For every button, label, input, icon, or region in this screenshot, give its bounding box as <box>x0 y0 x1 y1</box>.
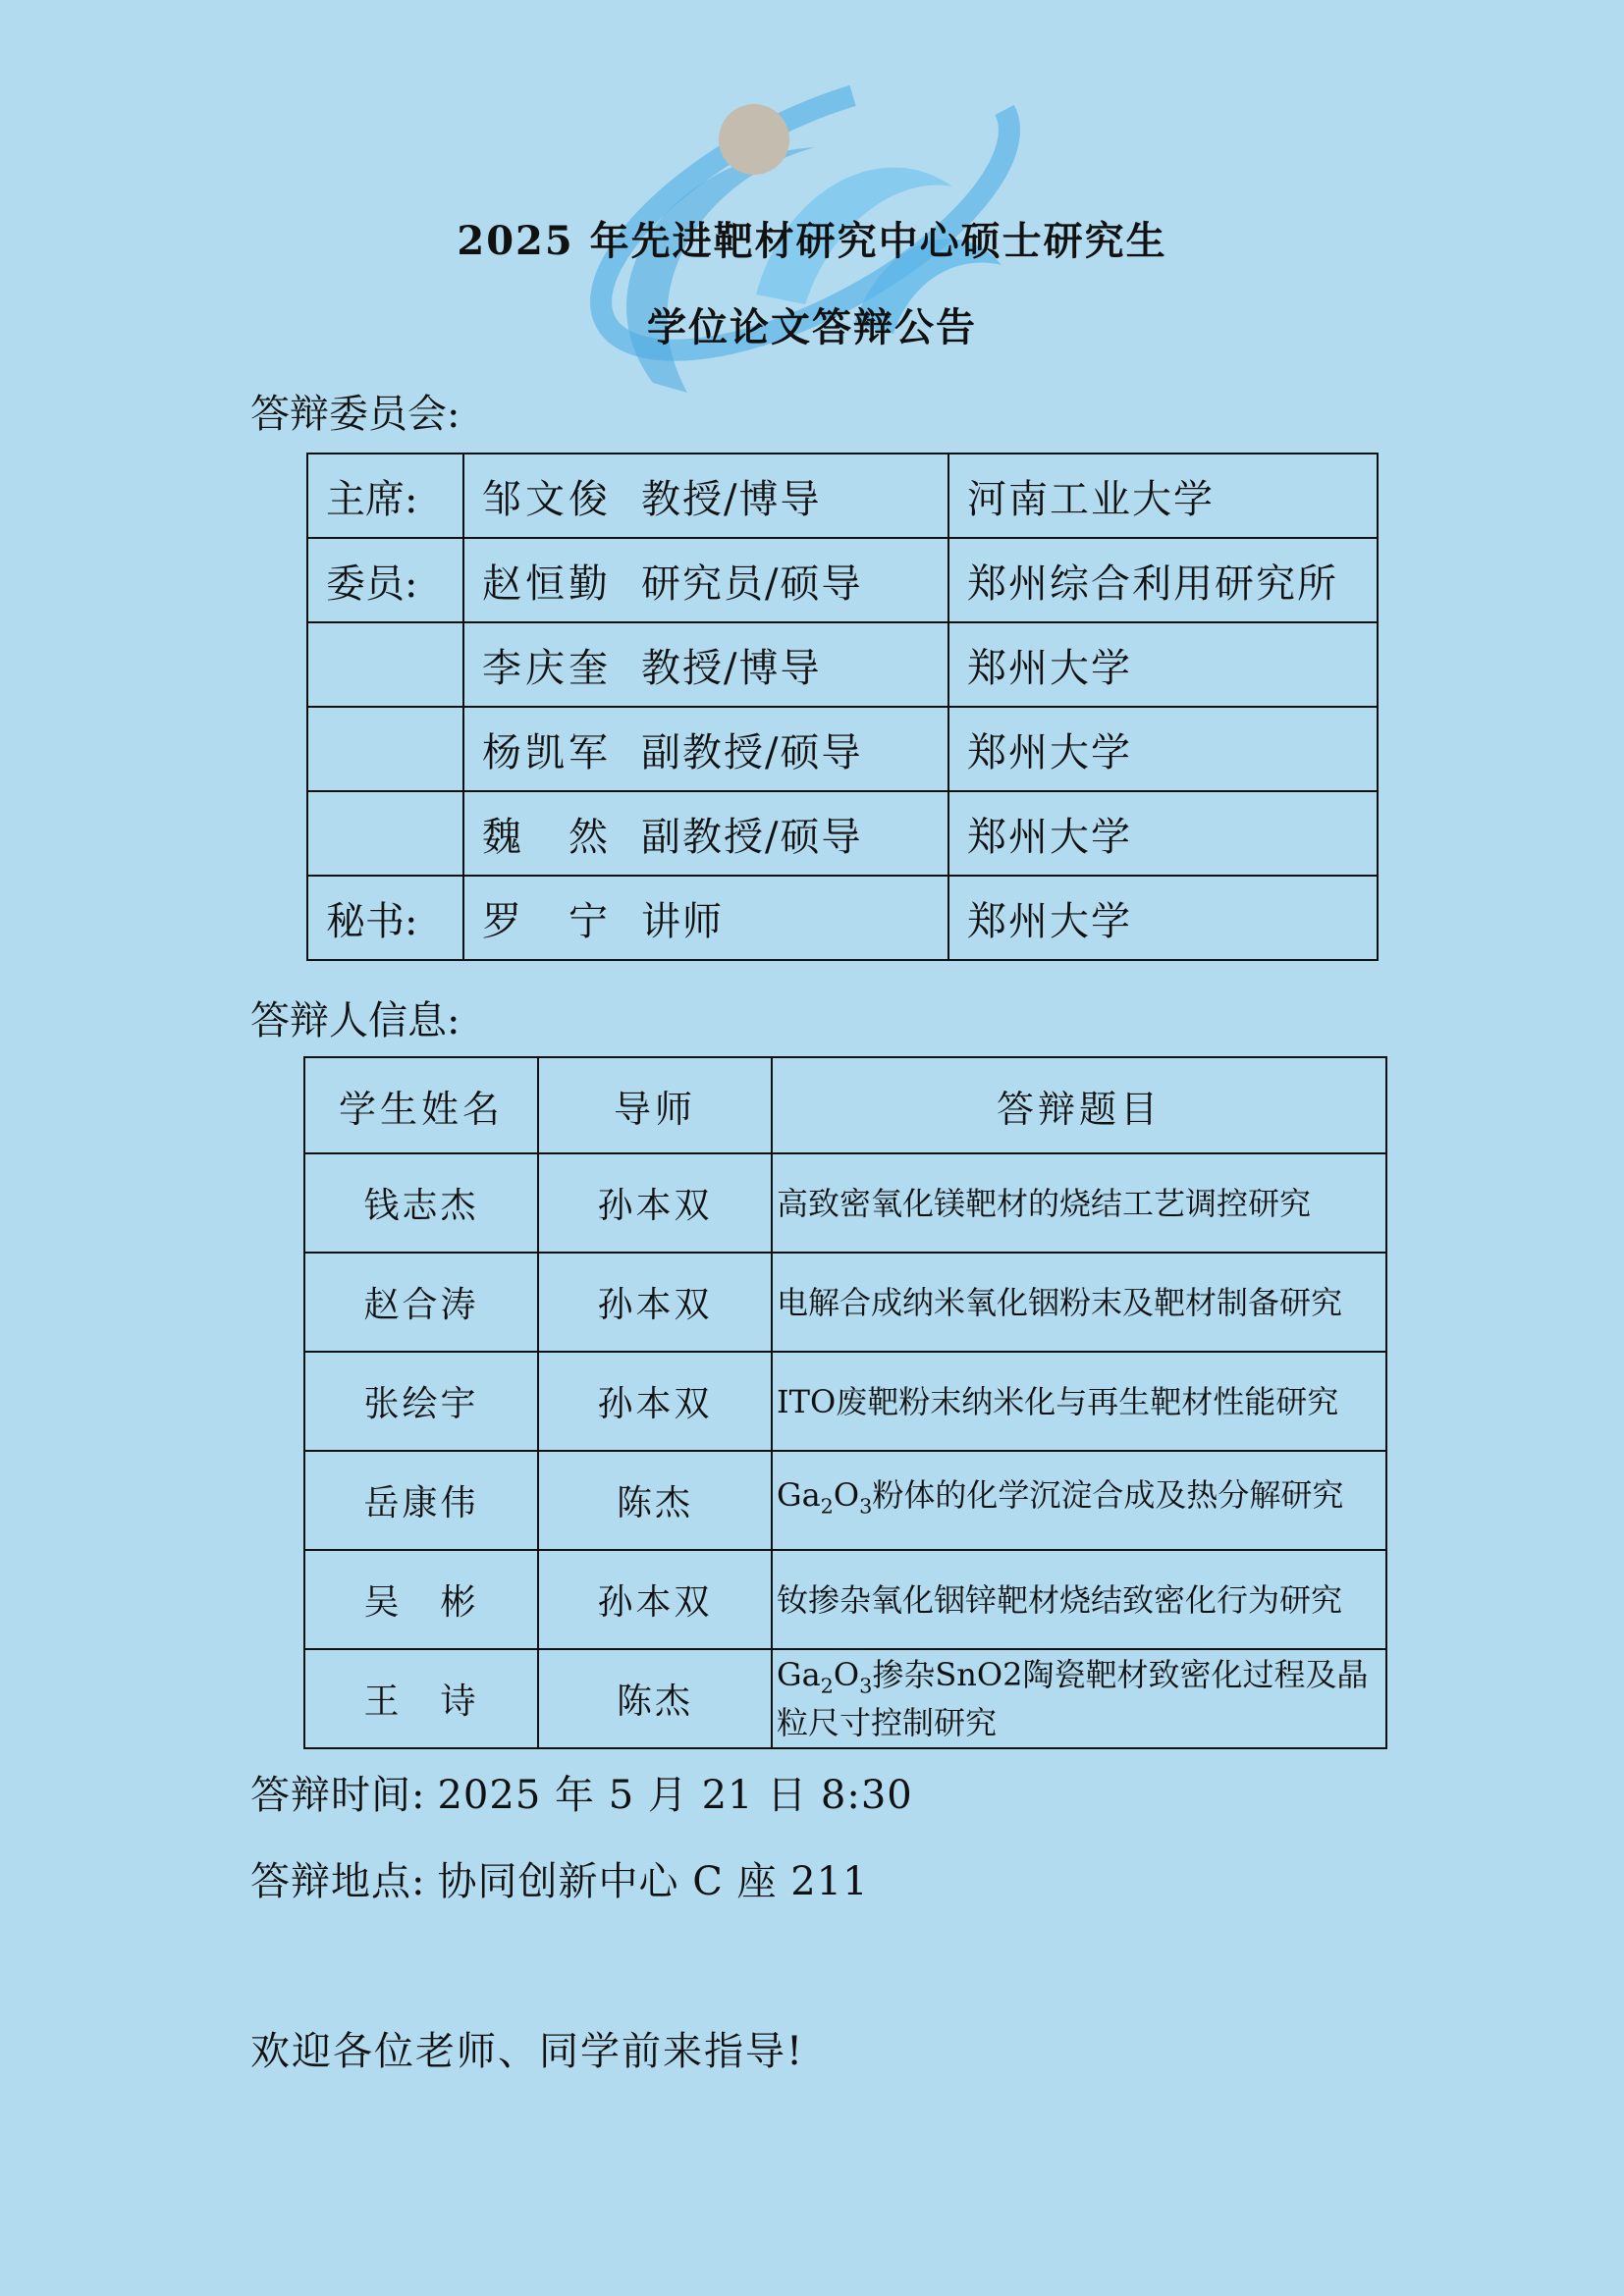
topic-formula-o: O <box>833 1655 860 1693</box>
committee-row <box>307 454 1378 538</box>
committee-person <box>463 791 948 876</box>
committee-row <box>307 622 1378 707</box>
student-name: 岳康伟 <box>304 1451 538 1550</box>
advisor-name: 陈杰 <box>538 1451 772 1550</box>
committee-member-org: 郑州大学 <box>948 707 1378 791</box>
committee-member-title: 教授/博导 <box>641 645 822 691</box>
committee-row <box>307 538 1378 622</box>
committee-role <box>307 707 463 791</box>
welcome-message: 欢迎各位老师、同学前来指导! <box>250 2029 805 2074</box>
student-name: 王 诗 <box>304 1649 538 1748</box>
defense-schedule-table <box>303 1056 1387 1749</box>
committee-member-title: 教授/博导 <box>641 476 822 522</box>
column-header-student: 学生姓名 <box>304 1057 538 1153</box>
committee-role <box>307 791 463 876</box>
topic-formula-o: O <box>833 1475 860 1514</box>
committee-table <box>306 453 1379 961</box>
table-row <box>304 1550 1386 1649</box>
topic-formula-ga: Ga <box>777 1655 821 1693</box>
committee-row <box>307 876 1378 960</box>
candidates-section-label: 答辩人信息: <box>250 998 460 1043</box>
table-header-row <box>304 1057 1386 1153</box>
committee-member-name: 赵恒勤 <box>482 561 612 607</box>
committee-member-name: 邹文俊 <box>482 476 612 522</box>
topic-text: 粉体的化学沉淀合成及热分解研究 <box>872 1475 1344 1514</box>
topic-formula-sub: 3 <box>859 1674 873 1698</box>
thesis-topic <box>772 1451 1386 1550</box>
page-title-line2: 学位论文答辩公告 <box>647 304 977 350</box>
column-header-advisor: 导师 <box>538 1057 772 1153</box>
topic-formula-sub: 3 <box>859 1494 873 1519</box>
advisor-name: 孙本双 <box>538 1550 772 1649</box>
committee-member-title: 副教授/硕导 <box>641 814 863 860</box>
defense-place-value: 协同创新中心 C 座 211 <box>437 1859 869 1904</box>
committee-role: 委员: <box>307 538 463 622</box>
thesis-topic: 电解合成纳米氧化铟粉末及靶材制备研究 <box>772 1253 1386 1352</box>
committee-member-name: 罗 宁 <box>482 898 612 944</box>
committee-member-org: 郑州大学 <box>948 876 1378 960</box>
thesis-topic: 钕掺杂氧化铟锌靶材烧结致密化行为研究 <box>772 1550 1386 1649</box>
advisor-name: 孙本双 <box>538 1352 772 1451</box>
advisor-name: 孙本双 <box>538 1153 772 1253</box>
committee-member-org: 郑州综合利用研究所 <box>948 538 1378 622</box>
committee-role <box>307 622 463 707</box>
table-row <box>304 1253 1386 1352</box>
table-row <box>304 1352 1386 1451</box>
committee-member-title: 研究员/硕导 <box>641 561 863 607</box>
topic-text: 掺杂SnO2陶瓷靶材致密化过程及晶粒尺寸控制研究 <box>777 1655 1369 1742</box>
committee-person <box>463 538 948 622</box>
table-row <box>304 1451 1386 1550</box>
defense-time <box>250 1764 913 1820</box>
student-name: 吴 彬 <box>304 1550 538 1649</box>
student-name: 钱志杰 <box>304 1153 538 1253</box>
committee-member-name: 杨凯军 <box>482 729 612 775</box>
student-name: 张绘宇 <box>304 1352 538 1451</box>
defense-place <box>250 1850 869 1906</box>
advisor-name: 孙本双 <box>538 1253 772 1352</box>
advisor-name: 陈杰 <box>538 1649 772 1748</box>
topic-formula-ga: Ga <box>777 1475 821 1514</box>
table-row <box>304 1649 1386 1748</box>
committee-person <box>463 454 948 538</box>
defense-place-label: 答辩地点: <box>250 1859 426 1904</box>
committee-role: 秘书: <box>307 876 463 960</box>
student-name: 赵合涛 <box>304 1253 538 1352</box>
committee-person <box>463 876 948 960</box>
committee-member-org: 河南工业大学 <box>948 454 1378 538</box>
committee-member-org: 郑州大学 <box>948 622 1378 707</box>
committee-role: 主席: <box>307 454 463 538</box>
thesis-topic: ITO废靶粉末纳米化与再生靶材性能研究 <box>772 1352 1386 1451</box>
page-title-line1: 2025 年先进靶材研究中心硕士研究生 <box>457 218 1167 264</box>
topic-formula-sub: 2 <box>820 1674 834 1698</box>
table-row <box>304 1153 1386 1253</box>
thesis-topic: 高致密氧化镁靶材的烧结工艺调控研究 <box>772 1153 1386 1253</box>
committee-member-org: 郑州大学 <box>948 791 1378 876</box>
committee-member-name: 李庆奎 <box>482 645 612 691</box>
topic-formula-sub: 2 <box>820 1494 834 1519</box>
column-header-topic: 答辩题目 <box>772 1057 1386 1153</box>
committee-person <box>463 707 948 791</box>
committee-row <box>307 791 1378 876</box>
committee-person <box>463 622 948 707</box>
committee-member-name: 魏 然 <box>482 814 612 860</box>
defense-time-label: 答辩时间: <box>250 1773 426 1818</box>
committee-section-label: 答辩委员会: <box>250 392 460 437</box>
committee-member-title: 副教授/硕导 <box>641 729 863 775</box>
defense-time-value: 2025 年 5 月 21 日 8:30 <box>437 1773 913 1818</box>
committee-member-title: 讲师 <box>641 898 724 944</box>
committee-row <box>307 707 1378 791</box>
thesis-topic <box>772 1649 1386 1748</box>
